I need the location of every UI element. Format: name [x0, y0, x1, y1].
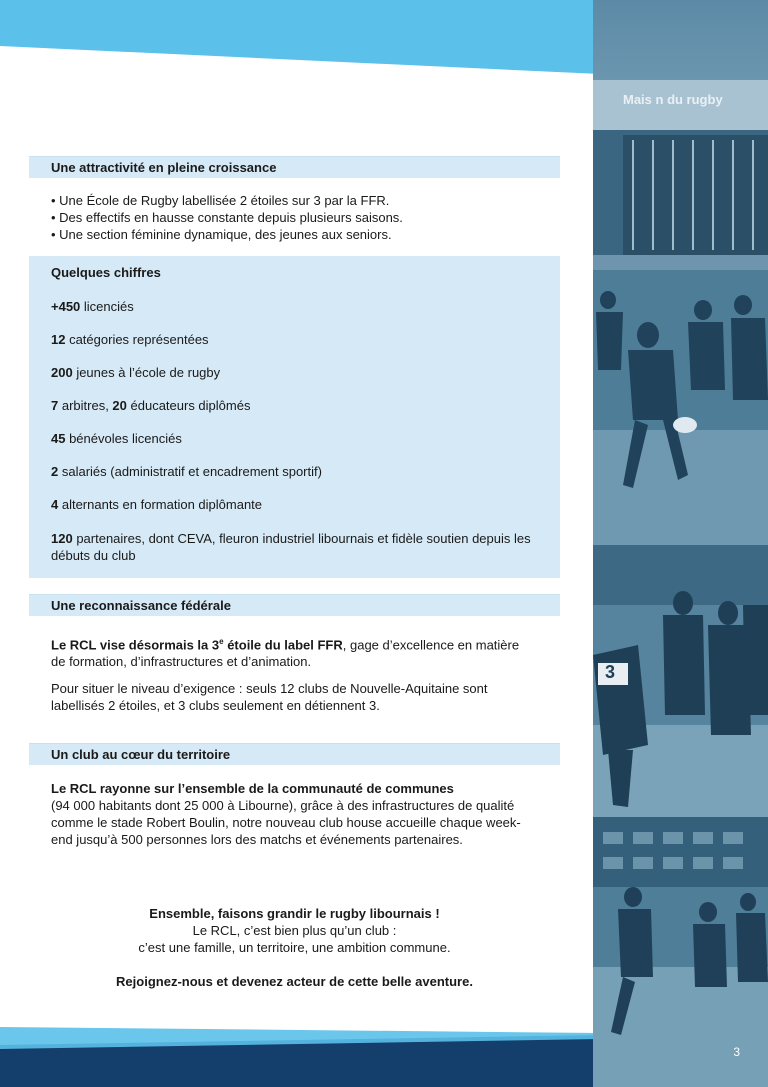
reconnaissance-paragraph-1	[51, 633, 531, 670]
section-title-chiffres: Quelques chiffres	[51, 265, 161, 280]
section-title-attractivite: Une attractivité en pleine croissance	[29, 156, 560, 178]
figure-item	[51, 364, 531, 381]
photo-club-house	[593, 0, 768, 270]
figure-label: salariés (administratif et encadrement sportif)	[58, 464, 322, 479]
territoire-rest: (94 000 habitants dont 25 000 à Libourne), grâce à des infrastructures de qualité comme le stade Robert Boulin, notre nouveau club house accueille chaque week-end jusqu’à 500 personnes lors des matchs et événements partenaires.	[51, 798, 521, 847]
figure-value: 2	[51, 464, 59, 479]
closing-line-2: Le RCL, c’est bien plus qu’un club :	[192, 923, 397, 938]
figure-value: 7	[51, 398, 59, 413]
key-figures-box	[29, 256, 560, 578]
figure-label: jeunes à l’école de rugby	[72, 365, 221, 380]
figure-label: partenaires, dont CEVA, fleuron industriel libournais et fidèle soutien depuis les débuts du club	[51, 531, 531, 563]
figure-value: 120	[51, 531, 73, 546]
figure-item	[51, 331, 531, 348]
closing-block	[29, 905, 560, 990]
bottom-decorative-band	[0, 1027, 600, 1087]
section-title-reconnaissance: Une reconnaissance fédérale	[29, 594, 560, 616]
figure-value: 45	[51, 431, 66, 446]
figure-item	[51, 530, 531, 564]
figure-label-secondary: éducateurs diplômés	[126, 398, 251, 413]
figure-label: licenciés	[80, 299, 134, 314]
figure-value: +450	[51, 299, 81, 314]
figure-item	[51, 430, 531, 447]
figure-label: arbitres,	[58, 398, 113, 413]
figure-value-secondary: 20	[112, 398, 127, 413]
figure-value: 200	[51, 365, 73, 380]
list-item: • Des effectifs en hausse constante depuis plusieurs saisons.	[51, 209, 531, 226]
figure-item	[51, 298, 531, 315]
list-item: • Une section féminine dynamique, des jeunes aux seniors.	[51, 226, 531, 243]
top-decorative-band	[0, 0, 600, 80]
list-item: • Une École de Rugby labellisée 2 étoiles sur 3 par la FFR.	[51, 192, 531, 209]
closing-line-3: c’est une famille, un territoire, une ambition commune.	[138, 940, 451, 955]
page-number: 3	[733, 1045, 740, 1059]
reconnaissance-bold-b: étoile du label FFR	[223, 637, 343, 653]
figure-item	[51, 463, 531, 480]
section-title-territoire: Un club au cœur du territoire	[29, 743, 560, 765]
attractivite-bullets	[51, 192, 531, 243]
photo-rugby-match	[593, 545, 768, 817]
figure-label: bénévoles licenciés	[65, 431, 182, 446]
closing-line-4: Rejoignez-nous et devenez acteur de cette belle aventure.	[116, 974, 473, 989]
figure-label: catégories représentées	[65, 332, 209, 347]
figure-item	[51, 496, 531, 513]
reconnaissance-paragraph-2: Pour situer le niveau d’exigence : seuls 12 clubs de Nouvelle-Aquitaine sont labellisés 2 étoiles, et 3 clubs seulement en détiennent 3.	[51, 681, 488, 713]
figure-value: 12	[51, 332, 66, 347]
jersey-number: 3	[605, 662, 616, 682]
figure-label: alternants en formation diplômante	[58, 497, 263, 512]
photo-column	[593, 0, 768, 1087]
territoire-paragraph	[51, 780, 531, 848]
reconnaissance-bold-a: Le RCL vise désormais la 3	[51, 637, 220, 653]
figure-item	[51, 397, 531, 414]
club-house-sign: Mais n du rugby	[623, 92, 723, 107]
reconnaissance-superscript: e	[219, 637, 224, 646]
photo-womens-rugby	[593, 817, 768, 1087]
reconnaissance-rest: , gage d’excellence en matière de formation, d’infrastructures et d’animation.	[51, 637, 520, 670]
photo-rugby-player-running	[593, 270, 768, 545]
territoire-bold: Le RCL rayonne sur l’ensemble de la communauté de communes	[51, 781, 454, 796]
figure-value: 4	[51, 497, 59, 512]
closing-line-1: Ensemble, faisons grandir le rugby libournais !	[149, 906, 440, 921]
